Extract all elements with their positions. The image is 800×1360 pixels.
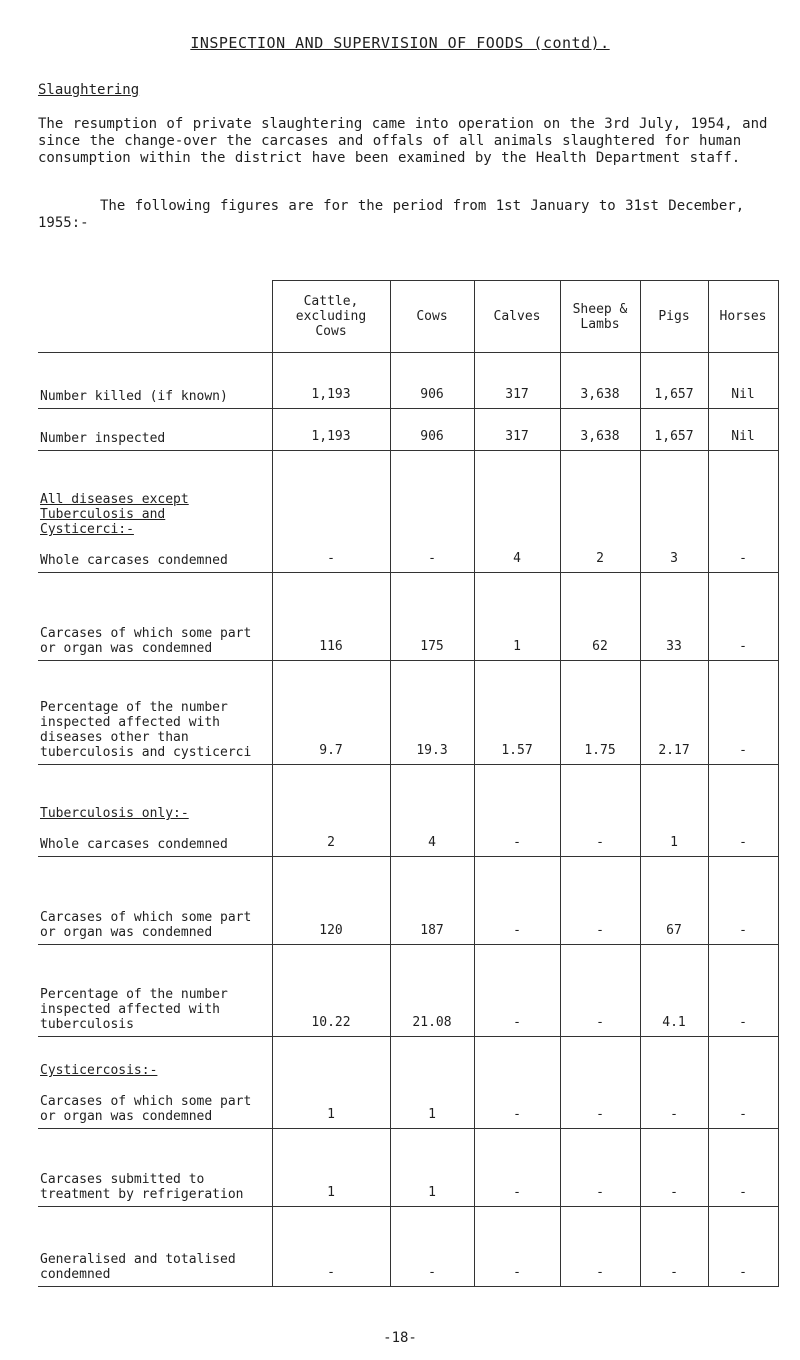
row-label: Number inspected: [40, 431, 166, 446]
value-cell: 62: [560, 573, 640, 661]
column-header: Cattle, excluding Cows: [272, 281, 390, 353]
value-cell: 906: [390, 353, 474, 409]
row-label: Carcases of which some part or organ was condemned: [40, 626, 252, 656]
value-cell: 1: [272, 1037, 390, 1129]
table-row: [38, 661, 778, 765]
value-cell: -: [708, 1207, 778, 1287]
value-cell: Nil: [708, 409, 778, 451]
page-heading: [0, 34, 800, 52]
value-cell: 1: [640, 765, 708, 857]
value-cell: -: [474, 1207, 560, 1287]
value-cell: -: [708, 1037, 778, 1129]
value-cell: 67: [640, 857, 708, 945]
value-cell: 175: [390, 573, 474, 661]
value-cell: 120: [272, 857, 390, 945]
table-row: [38, 451, 778, 573]
value-cell: -: [640, 1207, 708, 1287]
value-cell: -: [640, 1037, 708, 1129]
value-cell: -: [560, 945, 640, 1037]
value-cell: 10.22: [272, 945, 390, 1037]
column-header: Sheep & Lambs: [560, 281, 640, 353]
value-cell: -: [708, 573, 778, 661]
row-label: Percentage of the number inspected affected with tuberculosis: [40, 987, 228, 1032]
value-cell: -: [474, 765, 560, 857]
section-subheading: Slaughtering: [38, 82, 140, 98]
value-cell: -: [708, 1129, 778, 1207]
value-cell: Nil: [708, 353, 778, 409]
value-cell: 3,638: [560, 353, 640, 409]
value-cell: 9.7: [272, 661, 390, 765]
value-cell: 4.1: [640, 945, 708, 1037]
section-label: Cysticercosis:-: [40, 1063, 158, 1078]
row-label: Percentage of the number inspected affected with diseases other than tuberculosis and cysticerci: [40, 700, 252, 760]
value-cell: 317: [474, 353, 560, 409]
value-cell: -: [390, 1207, 474, 1287]
column-header: Horses: [708, 281, 778, 353]
row-label-cell: [38, 1037, 272, 1129]
table-row: [38, 1037, 778, 1129]
value-cell: -: [272, 451, 390, 573]
header-corner: [38, 281, 272, 353]
table-body: [38, 353, 778, 1287]
value-cell: -: [390, 451, 474, 573]
value-cell: -: [272, 1207, 390, 1287]
row-label-cell: [38, 945, 272, 1037]
value-cell: 3: [640, 451, 708, 573]
table-row: [38, 945, 778, 1037]
row-label: Carcases submitted to treatment by refrigeration: [40, 1172, 244, 1202]
value-cell: -: [560, 1129, 640, 1207]
value-cell: 4: [390, 765, 474, 857]
value-cell: 116: [272, 573, 390, 661]
value-cell: 906: [390, 409, 474, 451]
row-label-cell: [38, 661, 272, 765]
section-label: Tuberculosis only:-: [40, 806, 189, 821]
page-heading-text: INSPECTION AND SUPERVISION OF FOODS (contd).: [190, 34, 610, 52]
value-cell: 1: [390, 1129, 474, 1207]
column-header: Pigs: [640, 281, 708, 353]
value-cell: -: [708, 451, 778, 573]
value-cell: -: [474, 1129, 560, 1207]
value-cell: -: [708, 857, 778, 945]
value-cell: 1,657: [640, 353, 708, 409]
value-cell: -: [708, 765, 778, 857]
value-cell: 2: [560, 451, 640, 573]
row-label-cell: [38, 573, 272, 661]
value-cell: -: [640, 1129, 708, 1207]
table-row: [38, 353, 778, 409]
value-cell: 1.57: [474, 661, 560, 765]
value-cell: 1: [390, 1037, 474, 1129]
table-header-row: [38, 281, 778, 353]
slaughter-statistics-table: [38, 280, 779, 1287]
value-cell: -: [474, 1037, 560, 1129]
column-header: Calves: [474, 281, 560, 353]
value-cell: -: [560, 857, 640, 945]
value-cell: 1,657: [640, 409, 708, 451]
value-cell: -: [708, 945, 778, 1037]
value-cell: -: [708, 661, 778, 765]
value-cell: 3,638: [560, 409, 640, 451]
value-cell: -: [474, 945, 560, 1037]
row-label-cell: [38, 451, 272, 573]
row-label-cell: [38, 857, 272, 945]
table-row: [38, 1207, 778, 1287]
page-number: -18-: [383, 1330, 417, 1346]
column-header: Cows: [390, 281, 474, 353]
value-cell: 1.75: [560, 661, 640, 765]
row-label: Number killed (if known): [40, 389, 228, 404]
value-cell: 1: [474, 573, 560, 661]
value-cell: 33: [640, 573, 708, 661]
value-cell: 4: [474, 451, 560, 573]
value-cell: -: [560, 1207, 640, 1287]
row-label: Carcases of which some part or organ was condemned: [40, 1094, 252, 1124]
value-cell: 317: [474, 409, 560, 451]
value-cell: 187: [390, 857, 474, 945]
row-label-cell: [38, 765, 272, 857]
value-cell: 2.17: [640, 661, 708, 765]
value-cell: 1,193: [272, 409, 390, 451]
table-row: [38, 1129, 778, 1207]
value-cell: -: [560, 1037, 640, 1129]
table-row: [38, 409, 778, 451]
value-cell: 1,193: [272, 353, 390, 409]
value-cell: 2: [272, 765, 390, 857]
row-label: Whole carcases condemned: [40, 837, 228, 852]
value-cell: 19.3: [390, 661, 474, 765]
row-label-cell: [38, 353, 272, 409]
table-row: [38, 573, 778, 661]
row-label-cell: [38, 1207, 272, 1287]
row-label: Generalised and totalised condemned: [40, 1252, 236, 1282]
period-paragraph: The following figures are for the period from 1st January to 31st December, 1955:-: [38, 198, 745, 231]
value-cell: -: [474, 857, 560, 945]
table-row: [38, 857, 778, 945]
row-label: Whole carcases condemned: [40, 553, 228, 568]
value-cell: 1: [272, 1129, 390, 1207]
value-cell: 21.08: [390, 945, 474, 1037]
value-cell: -: [560, 765, 640, 857]
row-label-cell: [38, 1129, 272, 1207]
row-label: Carcases of which some part or organ was condemned: [40, 910, 252, 940]
row-label-cell: [38, 409, 272, 451]
intro-paragraph: The resumption of private slaughtering came into operation on the 3rd July, 1954, and since the change-over the carcases and offals of all animals slaughtered for human consumption within the district have been examined by the Health Department staff.: [38, 116, 768, 166]
section-label: All diseases except Tuberculosis and Cysticerci:-: [40, 492, 189, 537]
table-row: [38, 765, 778, 857]
